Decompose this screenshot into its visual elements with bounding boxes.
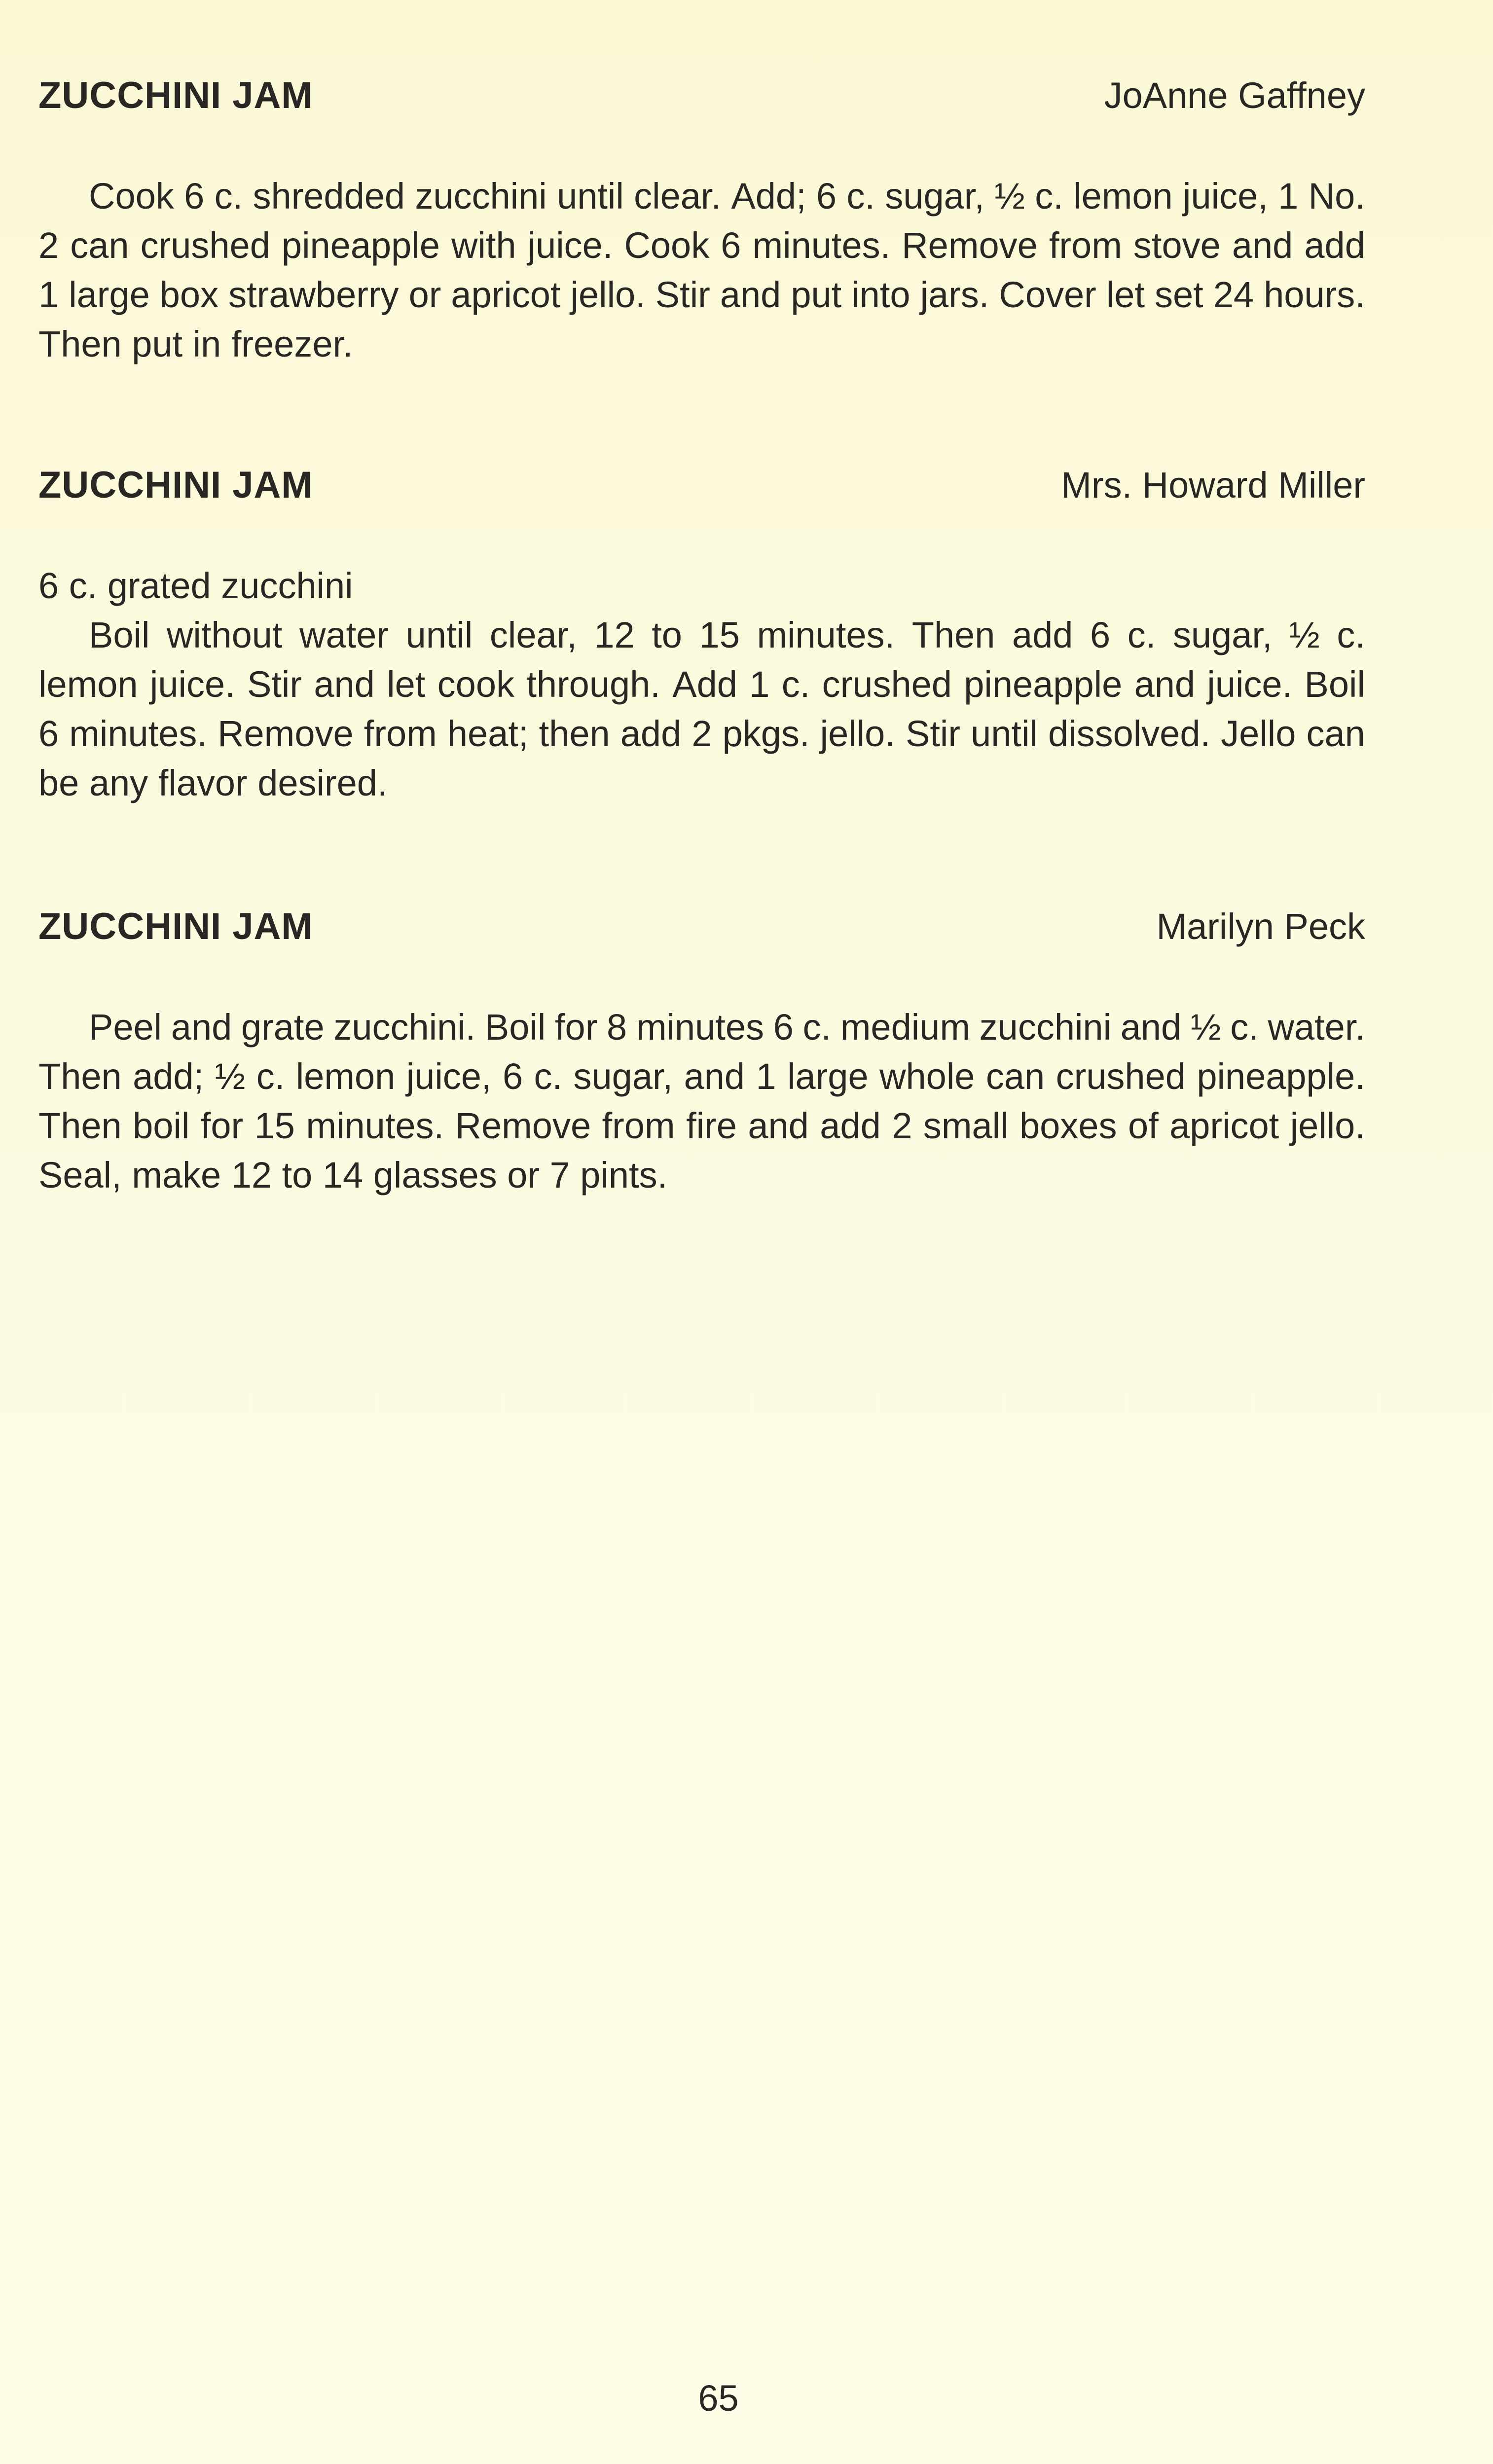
word: large — [69, 274, 150, 315]
word: Cook — [624, 225, 710, 266]
word: zucchini — [979, 1007, 1112, 1048]
word: sugar, — [1172, 615, 1273, 655]
word: cook — [437, 664, 514, 705]
word: jello. — [570, 274, 646, 315]
recipe-author: JoAnne Gaffney — [1104, 75, 1365, 116]
recipe-author: Mrs. Howard Miller — [1061, 465, 1365, 506]
word: shredded — [253, 176, 405, 217]
word: Cook — [89, 176, 174, 217]
word: and — [1134, 664, 1196, 705]
word: zucchini — [415, 176, 547, 217]
word: and — [684, 1056, 745, 1097]
word: whole — [879, 1056, 975, 1097]
word: add — [620, 713, 682, 754]
word: minutes. — [757, 615, 895, 655]
word: 6 — [816, 176, 837, 217]
word: let — [1106, 274, 1145, 315]
word: Stir — [247, 664, 302, 705]
word: 6 — [773, 1007, 794, 1048]
page-number-label: 65 — [698, 2378, 739, 2419]
word: grate — [241, 1007, 325, 1048]
word: c. — [781, 664, 810, 705]
word: boil — [133, 1105, 190, 1146]
instruction-line — [38, 1003, 1365, 1052]
word: 6 — [502, 1056, 523, 1097]
word: ½ — [215, 1056, 246, 1097]
word: and — [720, 274, 781, 315]
word: 1 — [1278, 176, 1299, 217]
word: 6 — [184, 176, 205, 217]
instruction-line — [38, 270, 1365, 320]
word: c. — [1230, 1007, 1259, 1048]
word: Then — [38, 1056, 122, 1097]
word: juice. — [1207, 664, 1293, 705]
word: water. — [1268, 1007, 1365, 1048]
word: for — [200, 1105, 244, 1146]
word: Then — [911, 615, 995, 655]
word: box — [159, 274, 219, 315]
recipe-header — [38, 905, 1365, 954]
word: and — [171, 1007, 232, 1048]
word: pkgs. — [722, 713, 810, 754]
word: juice. — [149, 664, 235, 705]
word: pineapple. — [1197, 1056, 1365, 1097]
word: Stir — [905, 713, 960, 754]
word: 24 — [1213, 274, 1254, 315]
instruction-line — [38, 611, 1365, 660]
word: lemon — [38, 664, 138, 705]
word: 12 — [594, 615, 635, 655]
word: juice, — [1183, 176, 1268, 217]
word: Remove — [902, 225, 1038, 266]
word: lemon — [295, 1056, 396, 1097]
word: c. — [802, 1007, 832, 1048]
word: clear, — [489, 615, 577, 655]
word: minutes. — [752, 225, 891, 266]
word: jars. — [920, 274, 989, 315]
word: can — [1306, 713, 1365, 754]
word: add — [1304, 225, 1365, 266]
word: c. — [256, 1056, 285, 1097]
word: boxes — [1020, 1105, 1117, 1146]
word: Jello — [1221, 713, 1296, 754]
word: apricot — [1169, 1105, 1279, 1146]
word: stove — [1133, 225, 1221, 266]
word: No. — [1308, 176, 1365, 217]
word: 1 — [749, 664, 770, 705]
word: pineapple — [281, 225, 440, 266]
word: without — [166, 615, 283, 655]
instruction-line — [38, 1101, 1365, 1151]
word: or — [408, 274, 441, 315]
recipe-instructions — [38, 172, 1365, 369]
word: ½ — [1190, 1007, 1221, 1048]
word: ½ — [994, 176, 1025, 217]
recipe-title: ZUCCHINI JAM — [38, 906, 313, 947]
word: and — [314, 664, 375, 705]
instruction-line — [38, 1052, 1365, 1101]
word: sugar, — [885, 176, 984, 217]
word: 2 — [38, 225, 59, 266]
word: from — [1049, 225, 1122, 266]
word: dissolved. — [1048, 713, 1211, 754]
word: 1 — [756, 1056, 776, 1097]
recipe-card — [38, 905, 1365, 1200]
instruction-line: be any flavor desired. — [38, 762, 388, 803]
word: Remove — [455, 1105, 591, 1146]
word: Add; — [731, 176, 806, 217]
word: can — [70, 225, 129, 266]
word: crushed — [1056, 1056, 1186, 1097]
word: medium — [840, 1007, 970, 1048]
instruction-line — [38, 172, 1365, 221]
word: c. — [1035, 176, 1063, 217]
word: 15 — [254, 1105, 295, 1146]
word: 2 — [692, 713, 712, 754]
word: 1 — [38, 274, 59, 315]
word: juice. — [527, 225, 613, 266]
word: pineapple — [964, 664, 1123, 705]
instruction-line — [38, 709, 1365, 759]
word: ½ — [1289, 615, 1320, 655]
recipe-instructions — [38, 561, 1365, 808]
word: add; — [133, 1056, 204, 1097]
word: large — [787, 1056, 869, 1097]
word: jello. — [820, 713, 895, 754]
recipe-header — [38, 464, 1365, 513]
word: Add — [672, 664, 737, 705]
word: water — [299, 615, 389, 655]
word: small — [923, 1105, 1009, 1146]
instruction-line — [38, 660, 1365, 709]
instruction-line — [38, 221, 1365, 270]
word: add — [820, 1105, 881, 1146]
word: Boil — [484, 1007, 546, 1048]
word: strawberry — [228, 274, 399, 315]
word: with — [451, 225, 516, 266]
word: c. — [534, 1056, 563, 1097]
word: crushed — [822, 664, 952, 705]
recipe-header — [38, 74, 1365, 123]
word: 6 — [38, 713, 59, 754]
word: until — [405, 615, 473, 655]
page-number — [0, 2377, 1493, 2419]
recipe-instructions — [38, 1003, 1365, 1200]
word: add — [1012, 615, 1073, 655]
word: minutes. — [306, 1105, 444, 1146]
word: hours. — [1264, 274, 1365, 315]
word: c. — [214, 176, 243, 217]
word: heat; — [447, 713, 529, 754]
word: fire — [686, 1105, 737, 1146]
word: juice, — [406, 1056, 492, 1097]
word: until — [557, 176, 624, 217]
word: minutes. — [69, 713, 207, 754]
recipe-card — [38, 74, 1365, 369]
word: clear. — [634, 176, 722, 217]
word: until — [971, 713, 1038, 754]
word: put — [791, 274, 842, 315]
word: to — [652, 615, 682, 655]
word: c. — [1337, 615, 1365, 655]
recipe-author: Marilyn Peck — [1156, 906, 1365, 947]
word: of — [1128, 1105, 1159, 1146]
word: crushed — [140, 225, 270, 266]
word: from — [602, 1105, 675, 1146]
word: then — [539, 713, 610, 754]
word: minutes — [636, 1007, 764, 1048]
word: zucchini. — [333, 1007, 476, 1048]
word: Peel — [89, 1007, 162, 1048]
word: and — [1232, 225, 1293, 266]
instruction-line: Seal, make 12 to 14 glasses or 7 pints. — [38, 1155, 668, 1196]
word: 6 — [1090, 615, 1111, 655]
word: jello. — [1290, 1105, 1365, 1146]
recipe-title: ZUCCHINI JAM — [38, 74, 313, 116]
word: Then — [38, 1105, 122, 1146]
word: 2 — [892, 1105, 912, 1146]
ingredient-line: 6 c. grated zucchini — [38, 565, 353, 606]
word: set — [1155, 274, 1203, 315]
recipe-title: ZUCCHINI JAM — [38, 464, 313, 506]
word: and — [1120, 1007, 1182, 1048]
word: lemon — [1073, 176, 1173, 217]
instruction-line: Then put in freezer. — [38, 324, 353, 364]
word: into — [851, 274, 910, 315]
word: Stir — [655, 274, 710, 315]
word: 6 — [721, 225, 741, 266]
word: through. — [526, 664, 660, 705]
word: Boil — [89, 615, 150, 655]
word: Cover — [999, 274, 1096, 315]
word: Boil — [1304, 664, 1365, 705]
word: apricot — [451, 274, 561, 315]
word: c. — [846, 176, 875, 217]
word: and — [748, 1105, 809, 1146]
word: can — [985, 1056, 1045, 1097]
word: sugar, — [573, 1056, 673, 1097]
recipe-card — [38, 464, 1365, 808]
word: 8 — [607, 1007, 627, 1048]
word: 15 — [699, 615, 740, 655]
word: from — [364, 713, 437, 754]
word: Remove — [218, 713, 354, 754]
word: c. — [1127, 615, 1156, 655]
word: let — [387, 664, 426, 705]
word: for — [555, 1007, 598, 1048]
